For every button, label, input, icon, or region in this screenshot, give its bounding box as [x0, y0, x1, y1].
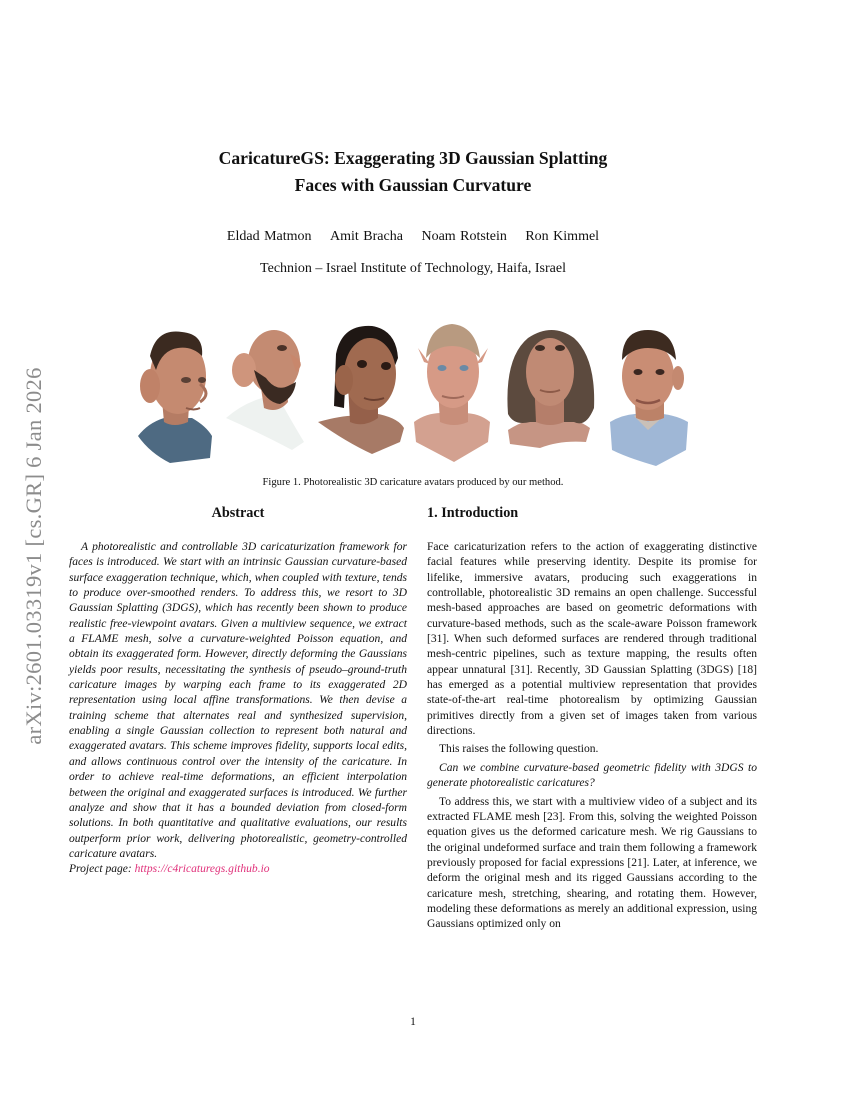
abstract-body: A photorealistic and controllable 3D caricaturization framework for faces is introduced. We start with an intrinsic Gaussian curvature-based surface exaggeration technique, which, when coupled with texture, tends to produce over-smoothed renders. To address this, we resort to 3D Gaussian Splatting (3DGS), which has recently been shown to produce realistic free-viewpoint avatars. Given a multiview sequence, we extract a FLAME mesh, solve a curvature-weighted Poisson equation, and obtain its exaggerated form. However, directly deforming the Gaussians yields poor results, necessitating the synthesis of pseudo–ground-truth caricature images by warping each frame to its exaggerated 2D representation using local affine transformations. We then devise a training scheme that alternates real and synthesized supervision, enabling a single Gaussian collection to represent both natural and exaggerated avatars. This scheme improves fidelity, supports local edits, and allows continuous control over the intensity of the caricature. In order to achieve real-time deformations, an efficient interpolation between the original and exaggerated surfaces is introduced. We further analyze and show that it has a bounded deviation from closed-form solutions. In both quantitative and qualitative evaluations, our results outperform prior work, delivering photorealistic, geometry-controlled caricature avatars.: [69, 541, 407, 860]
face-5-image: [500, 318, 600, 466]
face-4-image: [410, 318, 495, 466]
figure-caption: Figure 1. Photorealistic 3D caricature avatars produced by our method.: [262, 477, 564, 488]
affiliation: Technion – Israel Institute of Technology, Haifa, Israel: [260, 261, 566, 276]
face-2-image: [222, 318, 312, 466]
author-list: [0, 227, 826, 247]
introduction-heading: 1. Introduction: [427, 505, 519, 521]
abstract-heading: Abstract: [211, 505, 265, 521]
research-question: Can we combine curvature-based geometric fidelity with 3DGS to generate photorealistic caricatures?: [427, 761, 757, 790]
paper-title: [0, 145, 826, 199]
author-name: Amit Bracha: [330, 229, 403, 244]
face-6-image: [608, 318, 693, 466]
title-line-2: Faces with Gaussian Curvature: [294, 175, 532, 195]
intro-paragraph: This raises the following question.: [439, 743, 599, 756]
author-name: Noam Rotstein: [421, 229, 507, 244]
author-name: Eldad Matmon: [226, 229, 312, 244]
face-3-image: [316, 318, 406, 466]
intro-paragraph: To address this, we start with a multiview video of a subject and its extracted FLAME mesh [23]. From this, solving the weighted Poisson equation gives us the deformed caricature mesh. We rig Gaussians to the original undeformed surface and train them following a framework previously proposed for facial expressions [21]. Later, at inference, we deform the original mesh and its rigged Gaussians according to the caricature mesh, stretching, shearing, and rotating them. However, modeling these deformations as merely an additional expression, using Gaussians optimized only on: [427, 795, 757, 931]
page-number: 1: [410, 1016, 416, 1028]
intro-paragraph: Face caricaturization refers to the action of exaggerating distinctive facial features while preserving identity. Despite its promise for lifelike, immersive avatars, producing such exaggerations in controllable, photorealistic 3D remains an open challenge. Successful mesh-based approaches are based on geometric deformations with curvature-based methods, such as the scale-aware Poisson framework [31]. When such deformed surfaces are rendered through traditional mesh-centric pipelines, such as texture mapping, the results often appear unnatural [31]. Recently, 3D Gaussian Splatting (3DGS) [18] has emerged as a potential multiview representation that provides state-of-the-art real-time photorealism by optimizing Gaussian primitives directly from a given set of images taken from various directions.: [427, 541, 757, 738]
project-page-link[interactable]: https://c4ricaturegs.github.io: [134, 863, 270, 876]
project-page-line: [69, 862, 407, 877]
author-name: Ron Kimmel: [525, 229, 600, 244]
project-page-label: Project page:: [69, 863, 132, 876]
face-1-image: [130, 318, 215, 466]
arxiv-stamp: arXiv:2601.03319v1 [cs.GR] 6 Jan 2026: [21, 367, 46, 745]
title-line-1: CaricatureGS: Exaggerating 3D Gaussian Splatting: [218, 148, 608, 168]
figure-1-caricature-avatars: [130, 318, 695, 466]
introduction-section: [427, 500, 757, 933]
abstract-section: [69, 500, 407, 878]
